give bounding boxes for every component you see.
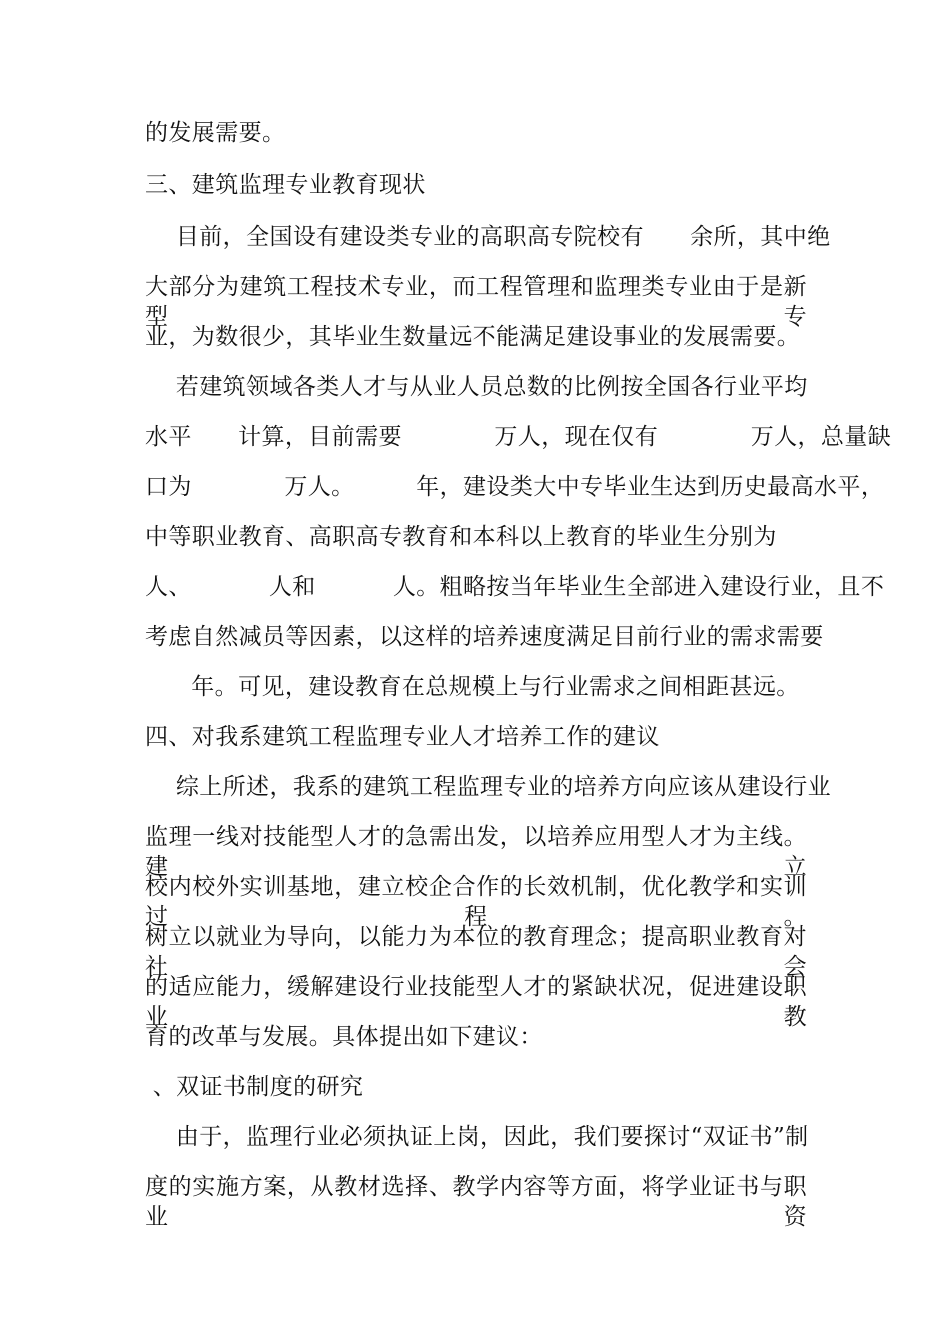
subsection-heading: 、双证书制度的研究 [145,1074,364,1100]
text-line-16: 校内校外实训基地，建立校企合作的长效机制，优化教学和实训过程。 [145,874,807,930]
text-line-7: 水平 计算，目前需要 万人，现在仅有 万人，总量缺 [145,424,892,450]
text-line-11: 考虑自然减员等因素，以这样的培养速度满足目前行业的需求需要 [145,624,824,650]
text-line-8: 口为 万人。 年，建设类大中专毕业生达到历史最高水平， [145,474,885,500]
text-line-15: 监理一线对技能型人才的急需出发，以培养应用型人才为主线。建立 [145,824,807,880]
section-heading-3: 三、建筑监理专业教育现状 [145,172,426,198]
text-line-4: 大部分为建筑工程技术专业，而工程管理和监理类专业由于是新型专 [145,274,807,330]
text-line-19: 育的改革与发展。具体提出如下建议： [145,1024,543,1050]
text-line-22: 度的实施方案，从教材选择、教学内容等方面，将学业证书与职业资 [145,1174,807,1230]
text-line-6: 若建筑领域各类人才与从业人员总数的比例按全国各行业平均 [145,374,808,400]
text-line-21: 由于，监理行业必须执证上岗，因此，我们要探讨“双证书”制 [145,1124,809,1150]
text-line-3: 目前，全国设有建设类专业的高职高专院校有 余所，其中绝 [145,224,831,250]
text-line-5: 业，为数很少，其毕业生数量远不能满足建设事业的发展需要。 [145,324,801,350]
text-line-18: 的适应能力，缓解建设行业技能型人才的紧缺状况，促进建设职业教 [145,974,807,1030]
text-line-14: 综上所述，我系的建筑工程监理专业的培养方向应该从建设行业 [145,774,832,800]
text-line-17: 树立以就业为导向，以能力为本位的教育理念；提高职业教育对社会 [145,924,807,980]
text-line-1: 的发展需要。 [145,120,286,146]
text-line-10: 人、 人和 人。粗略按当年毕业生全部进入建设行业，且不 [145,574,885,600]
section-heading-4: 四、对我系建筑工程监理专业人才培养工作的建议 [145,724,660,750]
text-line-9: 中等职业教育、高职高专教育和本科以上教育的毕业生分别为 [145,524,777,550]
text-line-12: 年。可见，建设教育在总规模上与行业需求之间相距甚远。 [145,674,800,700]
